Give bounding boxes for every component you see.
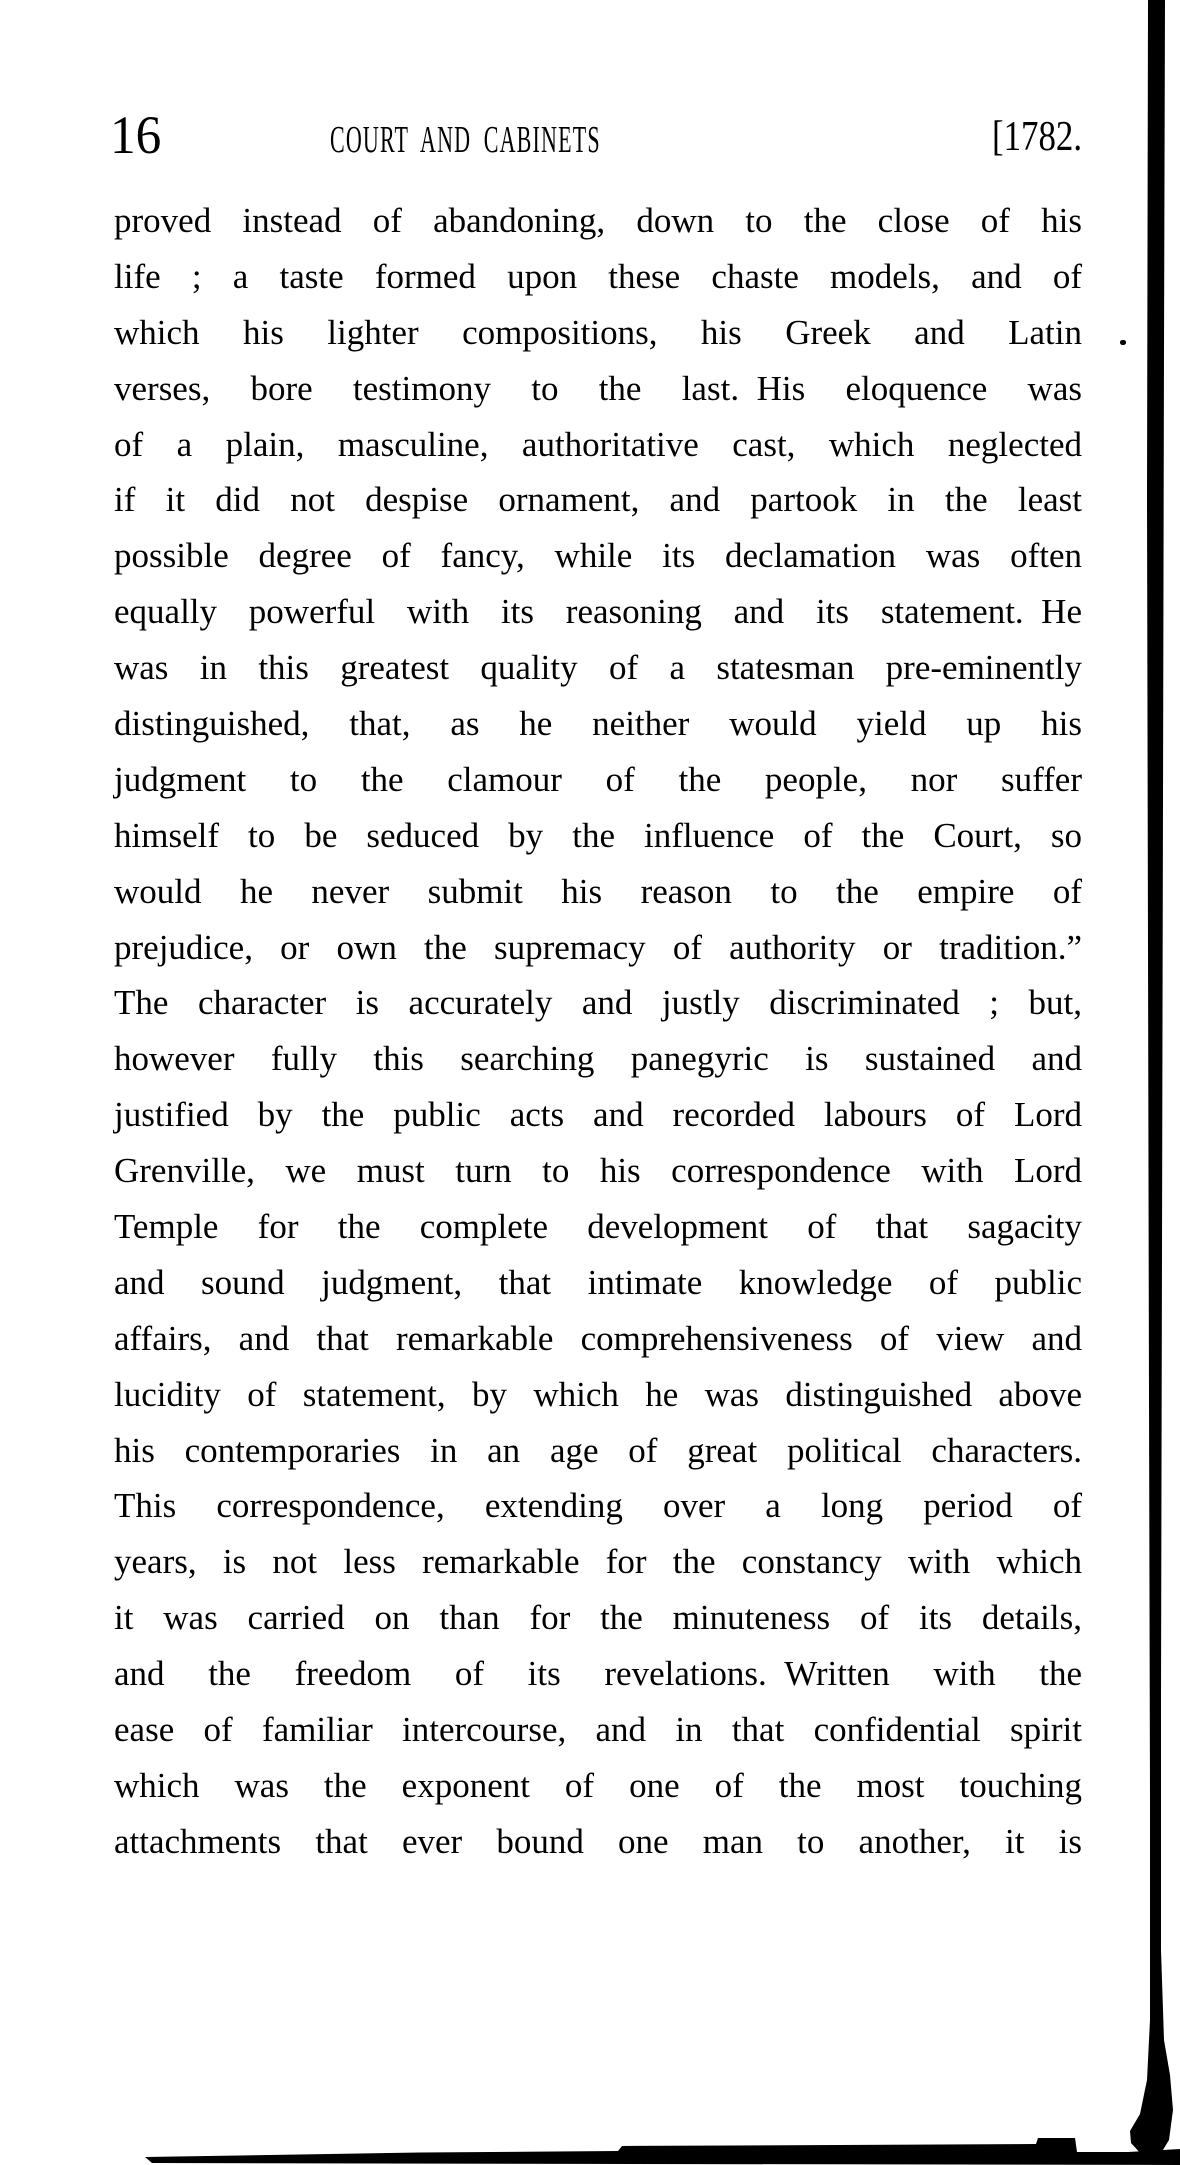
text-line: proved instead of abandoning, down to the close of his [114,201,1082,240]
text-line: ease of familiar intercourse, and in that confidential spirit [114,1710,1082,1750]
scan-gutter-bar [1130,0,1173,2158]
text-line: however fully this searching panegyric is sustained and [114,1039,1082,1079]
text-line: years, is not less remarkable for the constancy with which [114,1542,1082,1582]
year-marker: [1782. [992,114,1083,160]
text-line: Grenville, we must turn to his correspondence with Lord [114,1151,1082,1191]
text-line: possible degree of fancy, while its declamation was often [114,536,1082,576]
text-line: and the freedom of its revelations. Written with the [114,1654,1082,1694]
text-line: was in this greatest quality of a statesman pre-eminently [114,648,1082,688]
text-line: The character is accurately and justly discriminated ; but, [114,983,1082,1023]
text-line: himself to be seduced by the influence of the Court, so [114,815,1082,855]
text-line: which his lighter compositions, his Greek and Latin [114,312,1082,352]
text-line: verses, bore testimony to the last. His eloquence was [114,368,1082,408]
body-text-block [114,193,1082,1870]
ink-speck [1120,340,1126,345]
text-line: justified by the public acts and recorded labours of Lord [114,1095,1082,1135]
text-line: it was carried on than for the minuteness of its details, [114,1598,1082,1638]
text-line: Temple for the complete development of that sagacity [114,1207,1082,1247]
text-line: would he never submit his reason to the empire of [114,871,1082,911]
text-line: affairs, and that remarkable comprehensiveness of view and [114,1318,1082,1358]
text-line: life ; a taste formed upon these chaste models, and of [114,256,1082,296]
text-line: equally powerful with its reasoning and its statement. He [114,592,1082,632]
text-line: This correspondence, extending over a long period of [114,1486,1082,1526]
text-line: which was the exponent of one of the most touching [114,1765,1082,1805]
text-line: and sound judgment, that intimate knowledge of public [114,1262,1082,1302]
text-line: distinguished, that, as he neither would yield up his [114,704,1082,744]
text-line: prejudice, or own the supremacy of authority or tradition.” [114,927,1082,967]
text-line: if it did not despise ornament, and partook in the least [114,480,1082,520]
text-line: lucidity of statement, by which he was distinguished above [114,1374,1082,1414]
page-number: 16 [110,105,162,165]
text-line: attachments that ever bound one man to another, it is [114,1821,1082,1861]
text-line: his contemporaries in an age of great political characters. [114,1430,1082,1470]
running-title: COURT AND CABINETS [330,119,601,161]
scan-bottom-bar [145,2138,1180,2165]
text-line: of a plain, masculine, authoritative cast, which neglected [114,424,1082,464]
text-line: judgment to the clamour of the people, nor suffer [114,759,1082,799]
